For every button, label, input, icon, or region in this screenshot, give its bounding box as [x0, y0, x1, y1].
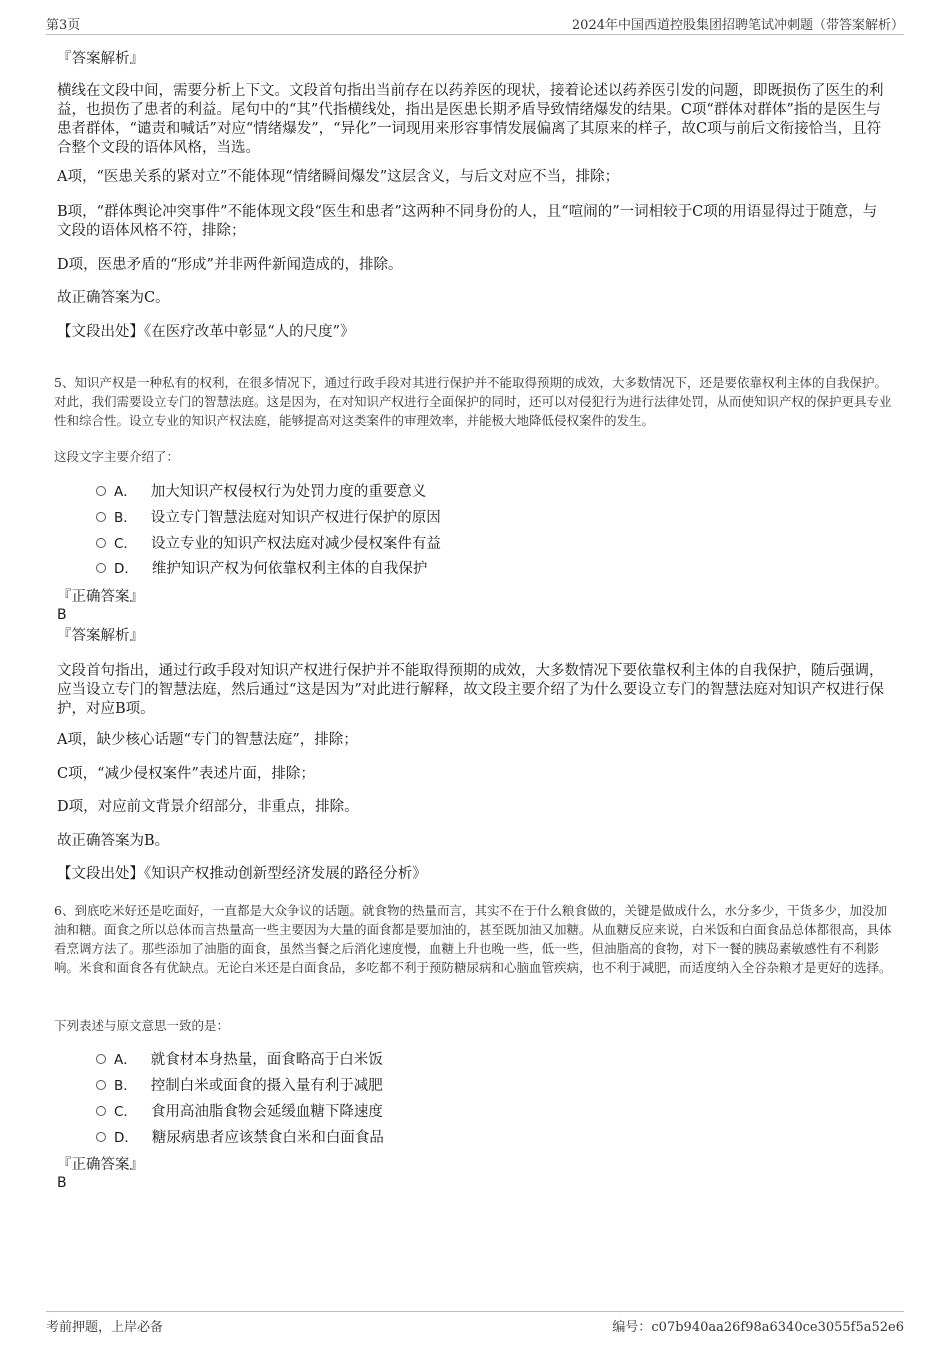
- q5-option-d[interactable]: [96, 559, 427, 579]
- radio-icon[interactable]: [96, 1054, 106, 1064]
- q6-option-c[interactable]: [96, 1102, 383, 1122]
- radio-icon[interactable]: [96, 512, 106, 522]
- q4-source: 【文段出处】《在医疗改革中彰显“人的尺度”》: [57, 324, 355, 340]
- q4-option-b-note: B项，“群体舆论冲突事件”不能体现文段“医生和患者”这两种不同身份的人，且“喧闹的”一词相较于C项的用语显得过于随意，与文段的语体风格不符，排除；: [57, 204, 878, 239]
- option-text: 加大知识产权侵权行为处罚力度的重要意义: [150, 484, 427, 500]
- footer-slogan: 考前押题，上岸必备: [46, 1320, 164, 1335]
- option-text: 维护知识产权为何依靠权利主体的自我保护: [151, 561, 428, 577]
- radio-icon[interactable]: [96, 1080, 106, 1090]
- q4-option-a-note: A项，“医患关系的紧对立”不能体现“情绪瞬间爆发”这层含义，与后文对应不当，排除；: [57, 169, 620, 185]
- q4-analysis-label: 『答案解析』: [57, 51, 144, 67]
- q5-answer-label: 『正确答案』: [57, 589, 144, 605]
- radio-icon[interactable]: [96, 486, 106, 496]
- radio-icon[interactable]: [96, 1132, 106, 1142]
- option-key: D．: [114, 1130, 138, 1146]
- option-text: 设立专门智慧法庭对知识产权进行保护的原因: [150, 510, 441, 526]
- document-code: 编号：c07b940aa26f98a6340ce3055f5a52e6: [612, 1320, 904, 1335]
- q6-question: 下列表述与原文意思一致的是：: [54, 1018, 230, 1033]
- option-key: D．: [114, 561, 138, 577]
- option-key: B．: [114, 510, 137, 526]
- option-key: C．: [114, 536, 137, 552]
- option-key: A．: [114, 484, 137, 500]
- q6-option-d[interactable]: [96, 1128, 384, 1148]
- q5-source: 【文段出处】《知识产权推动创新型经济发展的路径分析》: [57, 866, 427, 882]
- q6-answer-label: 『正确答案』: [57, 1157, 144, 1173]
- q6-option-a[interactable]: [96, 1050, 383, 1070]
- q4-option-d-note: D项，医患矛盾的“形成”并非两件新闻造成的，排除。: [57, 257, 403, 273]
- q5-analysis: 文段首句指出，通过行政手段对知识产权进行保护并不能取得预期的成效，大多数情况下要依靠权利主体的自我保护，随后强调，应当设立专门的智慧法庭，然后通过“这是因为”对此进行解释，故文段主要介绍了为什么要设立专门的智慧法庭对知识产权进行保护，对应B项。: [57, 663, 884, 717]
- radio-icon[interactable]: [96, 538, 106, 548]
- q5-conclusion: 故正确答案为B。: [57, 833, 170, 849]
- option-text: 就食材本身热量，面食略高于白米饭: [150, 1052, 383, 1068]
- page-number: 第3页: [46, 18, 81, 33]
- q6-stem: 6、到底吃米好还是吃面好，一直都是大众争议的话题。就食物的热量而言，其实不在于什么粮食做的，关键是做成什么，水分多少，干货多少，加没加油和糖。面食之所以总体而言热量高一些主要因为大量的面食都是要加油的，甚至既加油又加糖。从血糖反应来说，白米饭和白面食品总体都很高，具体看烹调方法了。那些添加了油脂的面食，虽然当餐之后消化速度慢，血糖上升也晚一些，低一些，但油脂高的食物，对下一餐的胰岛素敏感性有不利影响。米食和面食各有优缺点。无论白米还是白面食品，多吃都不利于预防糖尿病和心脑血管疾病，也不利于减肥，而适度纳入全谷杂粮才是更好的选择。: [54, 903, 892, 975]
- radio-icon[interactable]: [96, 563, 106, 573]
- q5-stem: 5、知识产权是一种私有的权利，在很多情况下，通过行政手段对其进行保护并不能取得预期的成效，大多数情况下，还是要依靠权利主体的自我保护。对此，我们需要设立专门的智慧法庭。这是因为，在对知识产权进行全面保护的同时，还可以对侵犯行为进行法律处罚，从而使知识产权的保护更具专业性和综合性。设立专业的知识产权法庭，能够提高对这类案件的审理效率，并能极大地降低侵权案件的发生。: [54, 375, 892, 428]
- q5-answer: B: [57, 607, 67, 623]
- document-title: 2024年中国西道控股集团招聘笔试冲刺题（带答案解析）: [571, 18, 904, 33]
- q4-conclusion: 故正确答案为C。: [57, 290, 170, 306]
- option-text: 设立专业的知识产权法庭对减少侵权案件有益: [150, 536, 441, 552]
- option-text: 糖尿病患者应该禁食白米和白面食品: [151, 1130, 384, 1146]
- option-text: 控制白米或面食的摄入量有利于减肥: [150, 1078, 383, 1094]
- q5-option-a-note: A项，缺少核心话题“专门的智慧法庭”，排除；: [57, 732, 358, 748]
- option-key: A．: [114, 1052, 137, 1068]
- radio-icon[interactable]: [96, 1106, 106, 1116]
- q5-option-d-note: D项，对应前文背景介绍部分，非重点，排除。: [57, 799, 359, 815]
- option-text: 食用高油脂食物会延缓血糖下降速度: [150, 1104, 383, 1120]
- q5-option-c-note: C项，“减少侵权案件”表述片面，排除；: [57, 766, 315, 782]
- option-key: C．: [114, 1104, 137, 1120]
- q5-question: 这段文字主要介绍了：: [54, 449, 180, 464]
- q6-answer: B: [57, 1175, 67, 1191]
- q5-option-a[interactable]: [96, 482, 426, 502]
- option-key: B．: [114, 1078, 137, 1094]
- q6-option-b[interactable]: [96, 1076, 383, 1096]
- q4-analysis: 横线在文段中间，需要分析上下文。文段首句指出当前存在以药养医的现状，接着论述以药养医引发的问题，即既损伤了医生的利益，也损伤了患者的利益。尾句中的“其”代指横线处，指出是医患长期矛盾导致情绪爆发的结果。C项“群体对群体”指的是医生与患者群体，“谴责和喊话”对应“情绪爆发”，“异化”一词现用来形容事情发展偏离了其原来的样子，故C项与前后文衔接恰当，且符合整个文段的语体风格，当选。: [57, 83, 884, 156]
- page-header: [46, 14, 904, 35]
- q5-analysis-label: 『答案解析』: [57, 628, 144, 644]
- page-footer: [46, 1311, 904, 1334]
- q5-option-b[interactable]: [96, 508, 441, 528]
- q5-option-c[interactable]: [96, 534, 441, 554]
